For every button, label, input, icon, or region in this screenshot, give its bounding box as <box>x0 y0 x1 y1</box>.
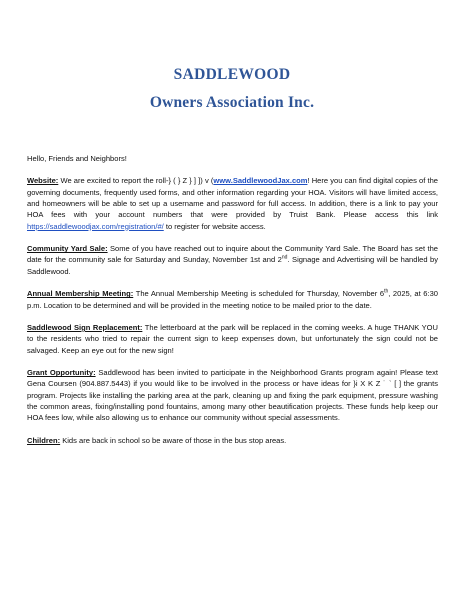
children-section <box>27 435 438 446</box>
sign-text: The letterboard at the park will be replaced in the coming weeks. A huge THANK YOU to the residents who tried to repair the current sign to keep expenses down, but unfortunately the sign could not be salvaged. Keep an eye out for the new sign! <box>27 323 438 355</box>
meeting-heading: Annual Membership Meeting: <box>27 289 134 299</box>
website-section <box>27 175 438 231</box>
meeting-sup: th <box>384 288 389 295</box>
meeting-text-1: The Annual Membership Meeting is scheduled for Thursday, November 6 <box>133 289 385 299</box>
website-text-1: We are excited to report the roll-} ( } Z } ] ]) v ( <box>58 176 214 186</box>
registration-link[interactable]: https://saddlewoodjax.com/registration/#/ <box>27 221 164 231</box>
meeting-text-2: , 2025, at 6:30 p.m. Location to be determined and will be provided in the meeting notice to be mailed prior to the date. <box>27 289 438 310</box>
yard-sale-text-1: Some of you have reached out to inquire about the Community Yard Sale. The Board has set the date for the community sale for Saturday and Sunday, November 1st and 2 <box>27 244 439 265</box>
website-heading: Website: <box>27 176 59 186</box>
yard-sale-heading: Community Yard Sale: <box>27 244 108 254</box>
website-link[interactable]: www.SaddlewoodJax.com <box>213 176 308 186</box>
document-subtitle: Owners Association Inc. <box>149 94 315 111</box>
children-heading: Children: <box>27 435 61 445</box>
grant-section <box>27 367 438 423</box>
children-text: Kids are back in school so be aware of those in the bus stop areas. <box>60 435 287 445</box>
website-text-3: to register for website access. <box>163 221 266 231</box>
yard-sale-section <box>27 243 438 277</box>
yard-sale-text-2: . Signage and Advertising will be handled by Saddlewood. <box>27 255 439 276</box>
website-text-2: ! Here you can find digital copies of the governing documents, frequently used forms, and other information regarding your HOA. Visitors will have limited access, and homeowners will be able to set up a username and password for full access. In addition, there is a link to pay your HOA fees with your account numbers that were provided by Truist Bank. Please access this link <box>27 176 438 220</box>
grant-heading: Grant Opportunity: <box>27 368 96 378</box>
sign-section <box>27 322 438 356</box>
sign-heading: Saddlewood Sign Replacement: <box>27 323 143 333</box>
greeting: Hello, Friends and Neighbors! <box>27 154 127 163</box>
meeting-section <box>27 288 438 311</box>
yard-sale-sup: nd <box>281 254 288 261</box>
letter-body <box>27 153 438 457</box>
grant-text: Saddlewood has been invited to participate in the Neighborhood Grants program again! Please text Gena Coursen (904.887.5443) if you would like to be involved in the process or have ideas for }i X K Z ˙ ` [ ] the grants program. Projects like installing the parking area at the park, cleaning up and fixing the park equipment, pressure washing the common areas, fixing/installing pond fountains, among many other beautification projects. These funds help keep our HOA fees low, while also allowing us to enhance our community without special assessments. <box>27 368 438 423</box>
document-title: SADDLEWOOD <box>173 66 291 83</box>
